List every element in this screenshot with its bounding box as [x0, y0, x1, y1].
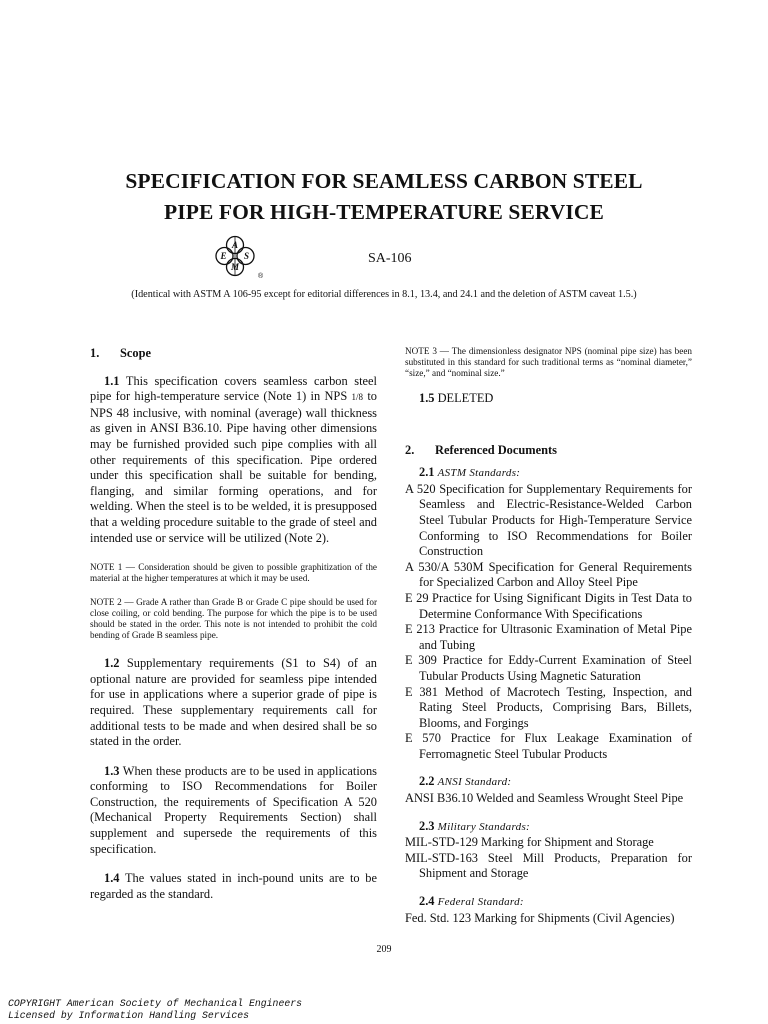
reference-entry: A 520 Specification for Supplementary Requirements for Seamless and Electric-Resistance-Welded Carbon Steel Tubular Products for High-Temperature Service Conforming to ISO Recommendations for Boiler Construction: [405, 481, 692, 559]
note-1: NOTE 1 — Consideration should be given to possible graphitization of the material at the higher temperatures at which it may be used.: [90, 562, 377, 584]
page-number: 209: [376, 944, 392, 955]
paragraph-1-5: 1.5 DELETED: [419, 391, 494, 405]
paragraph-1-2: 1.2 Supplementary requirements (S1 to S4) of an optional nature are provided for seamless pipe intended for use in applications where a superior grade of pipe is required. These supplementary requirements call for additional tests to be made and when desired shall be so stated in the order.: [90, 656, 377, 749]
title-line-2: PIPE FOR HIGH-TEMPERATURE SERVICE: [164, 200, 604, 224]
reference-entry: E 570 Practice for Flux Leakage Examination of Ferromagnetic Steel Tubular Products: [405, 731, 692, 761]
federal-standard-heading: 2.4 Federal Standard:: [419, 894, 524, 909]
left-column: [90, 346, 377, 902]
note-3: NOTE 3 — The dimensionless designator NPS (nominal pipe size) has been substituted in this standard for such traditional terms as “nominal diameter,” “size,” and “nominal size.”: [405, 346, 692, 378]
document-title: [60, 166, 708, 228]
copyright-line-1: COPYRIGHT American Society of Mechanical Engineers: [8, 998, 302, 1009]
asme-logo-icon: [211, 234, 281, 280]
military-standards-heading: 2.3 Military Standards:: [419, 818, 530, 833]
section-1-heading: 1. Scope: [90, 346, 151, 360]
logo-letter-a: A: [231, 240, 239, 250]
paragraph-1-3: 1.3 When these products are to be used in applications conforming to ISO Recommendations for Boiler Construction, the requirements of Specification A 520 (Mechanical Property Requirements Section) shall supplement and supersede the requirements of this specification.: [90, 763, 377, 856]
logo-letter-e: E: [220, 251, 227, 261]
reference-entry: E 29 Practice for Using Significant Digits in Test Data to Determine Conformance With Specifications: [405, 590, 692, 621]
standard-designation: SA-106: [368, 251, 412, 266]
reference-entry: MIL-STD-129 Marking for Shipment and Storage: [405, 835, 654, 850]
ansi-standard-heading: 2.2 ANSI Standard:: [419, 774, 512, 789]
reference-entry: A 530/A 530M Specification for General Requirements for Specialized Carbon and Alloy Steel Pipe: [405, 559, 692, 590]
copyright-footer: [8, 998, 302, 1022]
right-column: [405, 346, 692, 926]
astm-standards-heading: 2.1 ASTM Standards:: [419, 465, 521, 480]
title-line-1: SPECIFICATION FOR SEAMLESS CARBON STEEL: [125, 169, 643, 193]
reference-entry: E 213 Practice for Ultrasonic Examination of Metal Pipe and Tubing: [405, 622, 692, 652]
note-2: NOTE 2 — Grade A rather than Grade B or Grade C pipe should be used for close coiling, or cold bending. The purpose for which the pipe is to be used should be stated in the order. This note is not intended to prohibit the cold bending of Grade B seamless pipe.: [90, 597, 377, 641]
logo-letter-m: M: [230, 262, 240, 272]
identical-note: (Identical with ASTM A 106-95 except for editorial differences in 8.1, 13.4, and 24.1 and the deletion of ASTM caveat 1.5.): [131, 289, 637, 300]
logo-letter-s: S: [243, 251, 250, 261]
paragraph-1-4: 1.4 The values stated in inch-pound units are to be regarded as the standard.: [90, 871, 377, 901]
reference-entry: MIL-STD-163 Steel Mill Products, Preparation for Shipment and Storage: [405, 850, 692, 881]
reference-entry: Fed. Std. 123 Marking for Shipments (Civil Agencies): [405, 910, 675, 925]
reference-entry: ANSI B36.10 Welded and Seamless Wrought Steel Pipe: [405, 791, 684, 806]
reference-entry: E 381 Method of Macrotech Testing, Inspection, and Rating Steel Products, Comprising Bars, Billets, Blooms, and Forgings: [405, 684, 692, 730]
astm-standards-list: [405, 482, 692, 763]
paragraph-1-1: 1.1 This specification covers seamless carbon steel pipe for high-temperature service (Note 1) in NPS 1/8 to NPS 48 inclusive, with nominal (average) wall thickness as given in ANSI B36.10. Pipe having other dimensions may be furnished provided such pipe complies with all other requirements of this specification. Pipe ordered under this specification shall be suitable for bending, flanging, and similar forming operations, and for welding. When the steel is to be welded, it is presupposed that a welding procedure suitable to the grade of steel and intended use or service will be utilized (Note 2).: [90, 373, 377, 545]
copyright-line-2: Licensed by Information Handling Services: [8, 1010, 250, 1021]
section-2-heading: 2. Referenced Documents: [405, 442, 557, 457]
registered-mark: ®: [258, 273, 264, 280]
reference-entry: E 309 Practice for Eddy-Current Examination of Steel Tubular Products Using Magnetic Saturation: [405, 653, 692, 683]
